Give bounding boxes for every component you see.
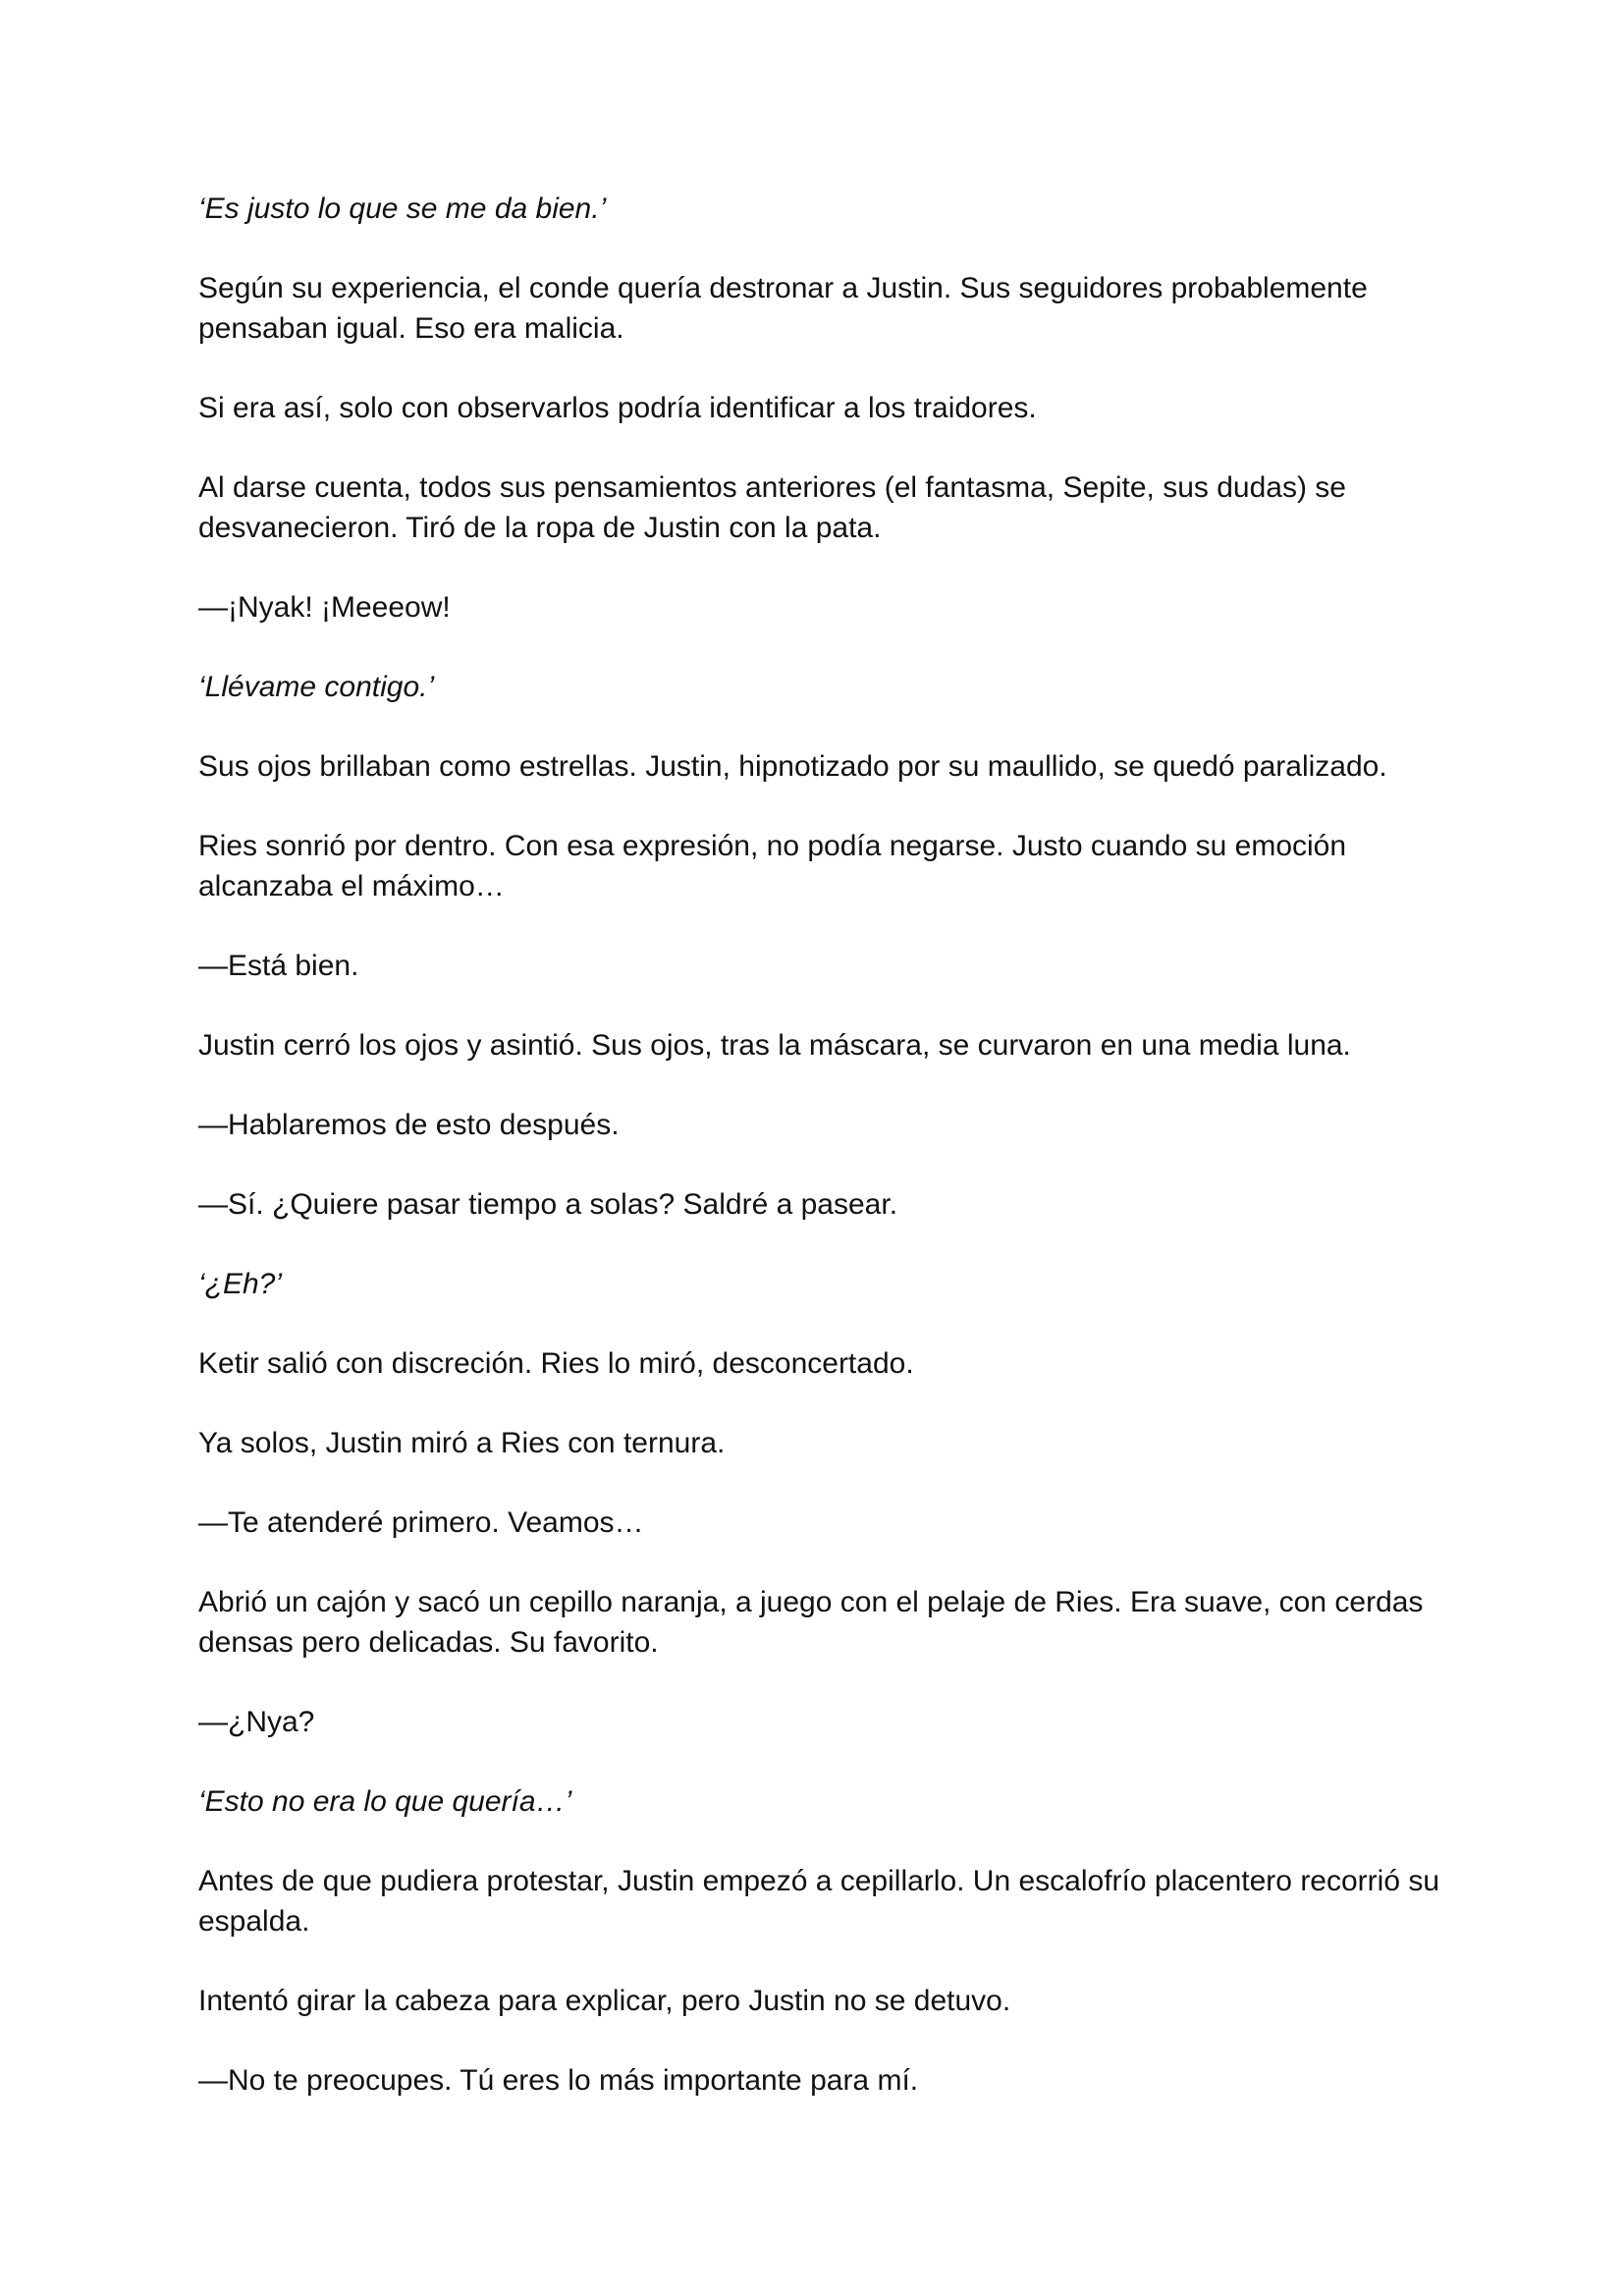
paragraph: ‘Llévame contigo.’	[198, 671, 435, 703]
paragraph: ‘¿Eh?’	[198, 1268, 283, 1300]
paragraph: —Te atenderé primero. Veamos…	[198, 1506, 644, 1539]
paragraph: —¡Nyak! ¡Meeeow!	[198, 591, 451, 624]
paragraph: ‘Es justo lo que se me da bien.’	[198, 192, 607, 225]
paragraph: Abrió un cajón y sacó un cepillo naranja, a juego con el pelaje de Ries. Era suave, con cerdas densas pero delicadas. Su favorito.	[198, 1586, 1424, 1659]
paragraph: Sus ojos brillaban como estrellas. Justin, hipnotizado por su maullido, se quedó paralizado.	[198, 750, 1387, 783]
paragraph: —Hablaremos de esto después.	[198, 1109, 620, 1141]
paragraph: —Está bien.	[198, 950, 359, 982]
paragraph: Si era así, solo con observarlos podría identificar a los traidores.	[198, 392, 1037, 424]
paragraph: ‘Esto no era lo que quería…’	[198, 1785, 572, 1818]
document-body	[198, 189, 1465, 2140]
paragraph: Ketir salió con discreción. Ries lo miró, desconcertado.	[198, 1347, 914, 1380]
paragraph: Antes de que pudiera protestar, Justin empezó a cepillarlo. Un escalofrío placentero recorrió su espalda.	[198, 1865, 1440, 1938]
paragraph: —¿Nya?	[198, 1706, 315, 1738]
paragraph: —Sí. ¿Quiere pasar tiempo a solas? Saldré a pasear.	[198, 1188, 898, 1221]
paragraph: Intentó girar la cabeza para explicar, pero Justin no se detuvo.	[198, 1985, 1011, 2017]
paragraph: Ries sonrió por dentro. Con esa expresión, no podía negarse. Justo cuando su emoción alcanzaba el máximo…	[198, 830, 1347, 902]
paragraph: Ya solos, Justin miró a Ries con ternura.	[198, 1427, 726, 1459]
paragraph: —No te preocupes. Tú eres lo más importante para mí.	[198, 2064, 919, 2097]
paragraph: Justin cerró los ojos y asintió. Sus ojos, tras la máscara, se curvaron en una media luna.	[198, 1029, 1351, 1062]
paragraph: Según su experiencia, el conde quería destronar a Justin. Sus seguidores probablemente pensaban igual. Eso era malicia.	[198, 272, 1368, 345]
paragraph: Al darse cuenta, todos sus pensamientos anteriores (el fantasma, Sepite, sus dudas) se desvanecieron. Tiró de la ropa de Justin con la pata.	[198, 471, 1346, 544]
